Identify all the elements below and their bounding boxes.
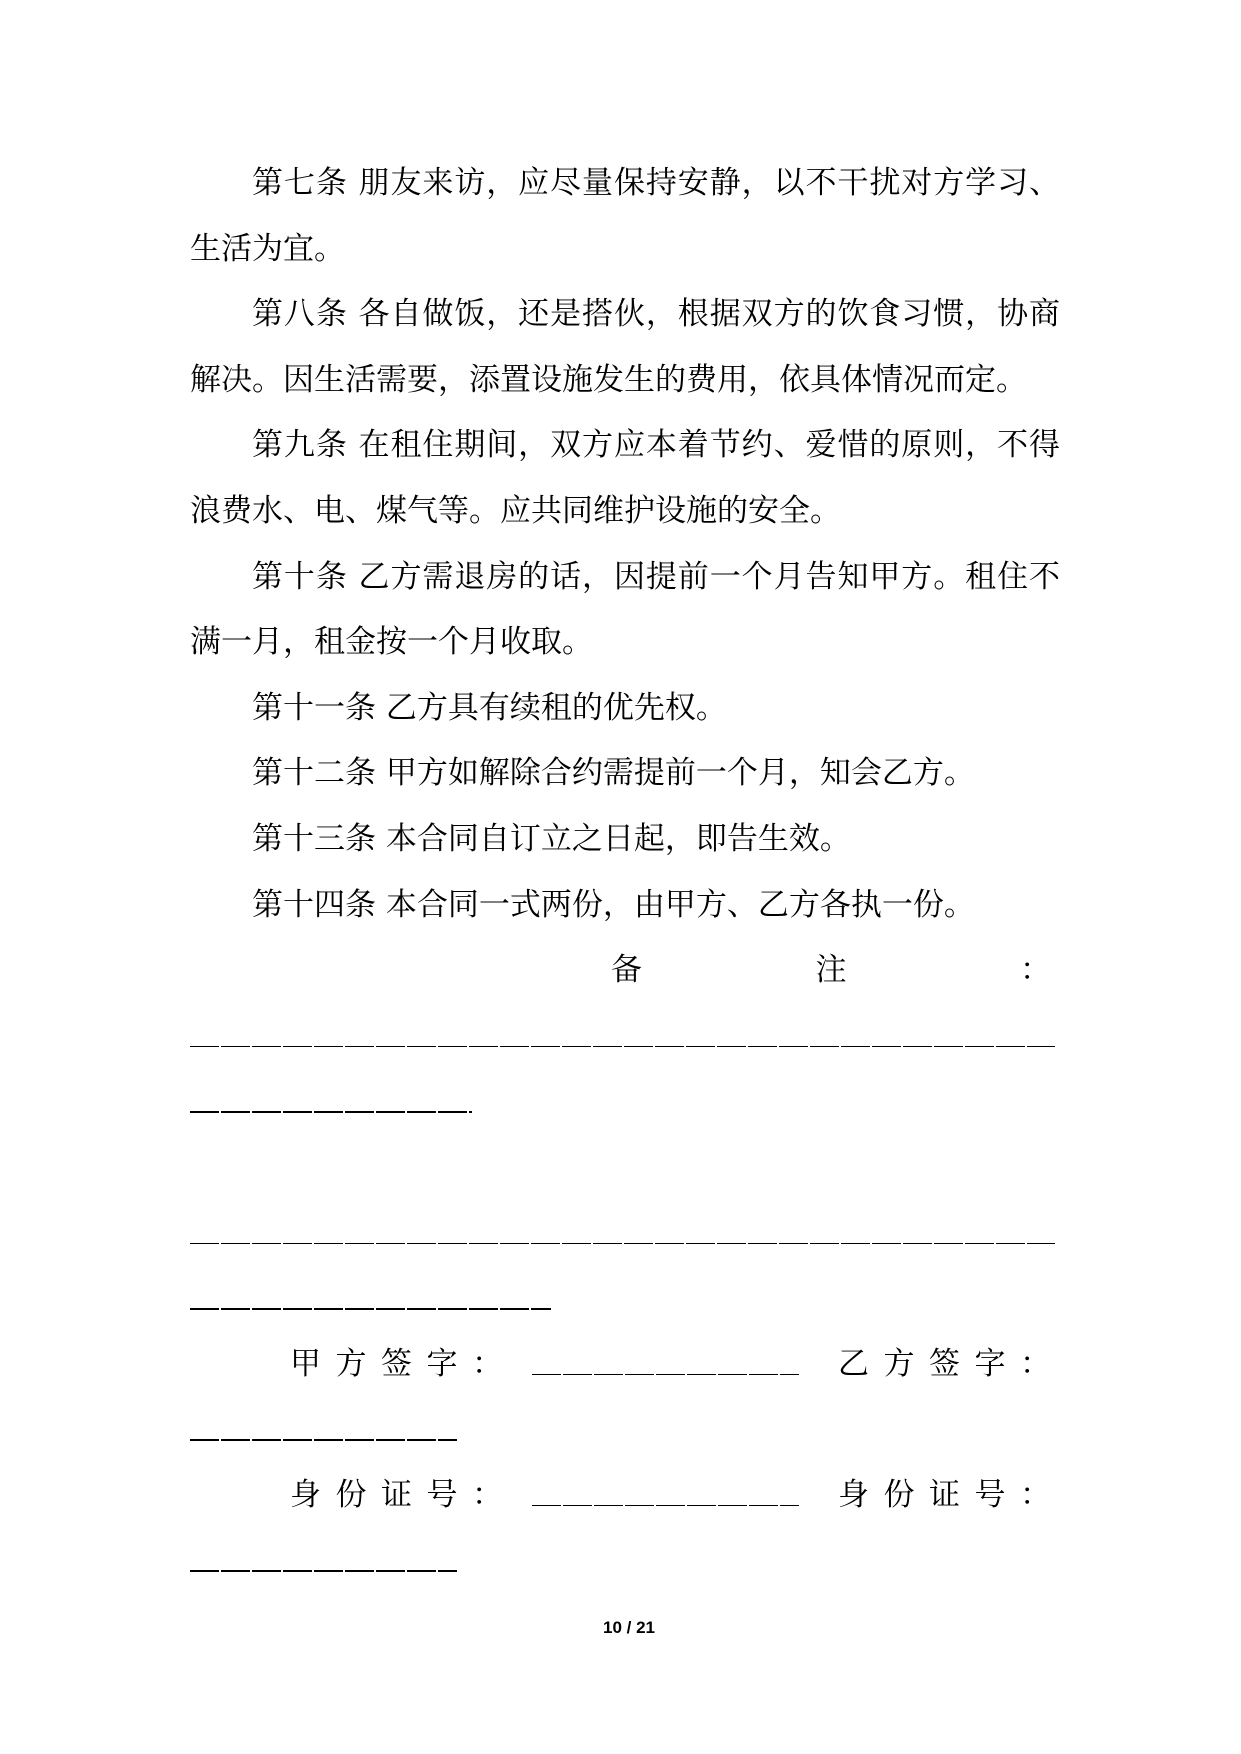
- remarks-label: [611, 938, 1051, 1004]
- party-b-signature-label: 乙方签字：: [838, 1345, 1066, 1382]
- remarks-label-char: 注: [815, 952, 847, 989]
- clause-8-line-1: 第八条 各自做饭，还是搭伙，根据双方的饮食习惯，协商: [252, 296, 1060, 333]
- party-a-signature-blank: [532, 1374, 799, 1376]
- remarks-label-char: 备: [611, 952, 642, 989]
- party-b-id-blank: [190, 1570, 457, 1572]
- party-b-id-blank-row: [190, 1528, 1060, 1594]
- party-a-id-blank: [532, 1505, 799, 1507]
- clause-13: 第十三条 本合同自订立之日起，即告生效。: [252, 820, 851, 857]
- remarks-blank-row: [190, 1069, 1060, 1135]
- page-number: 10 / 21: [603, 1618, 655, 1637]
- remarks-blank-line: [190, 1046, 1055, 1048]
- remarks-blank-row: [190, 1201, 1060, 1267]
- clause-8-line-2: 解决。因生活需要，添置设施发生的费用，依具体情况而定。: [190, 361, 1027, 398]
- clause-10-line-2: 满一月，租金按一个月收取。: [190, 624, 593, 661]
- remarks-row: [190, 938, 1060, 1004]
- party-b-signature-blank: [190, 1439, 457, 1441]
- clause-7-line-2: 生活为宜。: [190, 230, 345, 267]
- remarks-label-char: ：: [1020, 952, 1051, 989]
- signature-row: [190, 1332, 1066, 1398]
- remarks-blank-line: [190, 1243, 1055, 1245]
- id-number-row: [190, 1463, 1066, 1529]
- party-b-id-label: 身份证号：: [838, 1476, 1066, 1513]
- remarks-blank-line: [190, 1111, 472, 1113]
- contract-body: [190, 151, 1066, 1594]
- clause-12: 第十二条 甲方如解除合约需提前一个月，知会乙方。: [252, 755, 975, 792]
- clause-14: 第十四条 本合同一式两份，由甲方、乙方各执一份。: [252, 886, 975, 923]
- party-a-signature-label: 甲方签字：: [290, 1345, 518, 1382]
- remarks-blank-row: [190, 1004, 1060, 1070]
- remarks-blank-line: [190, 1308, 551, 1310]
- party-a-id-label: 身份证号：: [290, 1476, 518, 1513]
- clause-7-line-1: 第七条 朋友来访，应尽量保持安静，以不干扰对方学习、: [252, 165, 1060, 201]
- party-b-signature-blank-row: [190, 1397, 1060, 1463]
- remarks-blank-row: [190, 1266, 1060, 1332]
- clause-9-line-2: 浪费水、电、煤气等。应共同维护设施的安全。: [190, 492, 841, 529]
- clause-9-line-1: 第九条 在租住期间，双方应本着节约、爱惜的原则，不得: [252, 427, 1060, 464]
- empty-row: [190, 1135, 1060, 1201]
- clause-11: 第十一条 乙方具有续租的优先权。: [252, 689, 727, 726]
- clause-10-line-1: 第十条 乙方需退房的话，因提前一个月告知甲方。租住不: [252, 558, 1060, 595]
